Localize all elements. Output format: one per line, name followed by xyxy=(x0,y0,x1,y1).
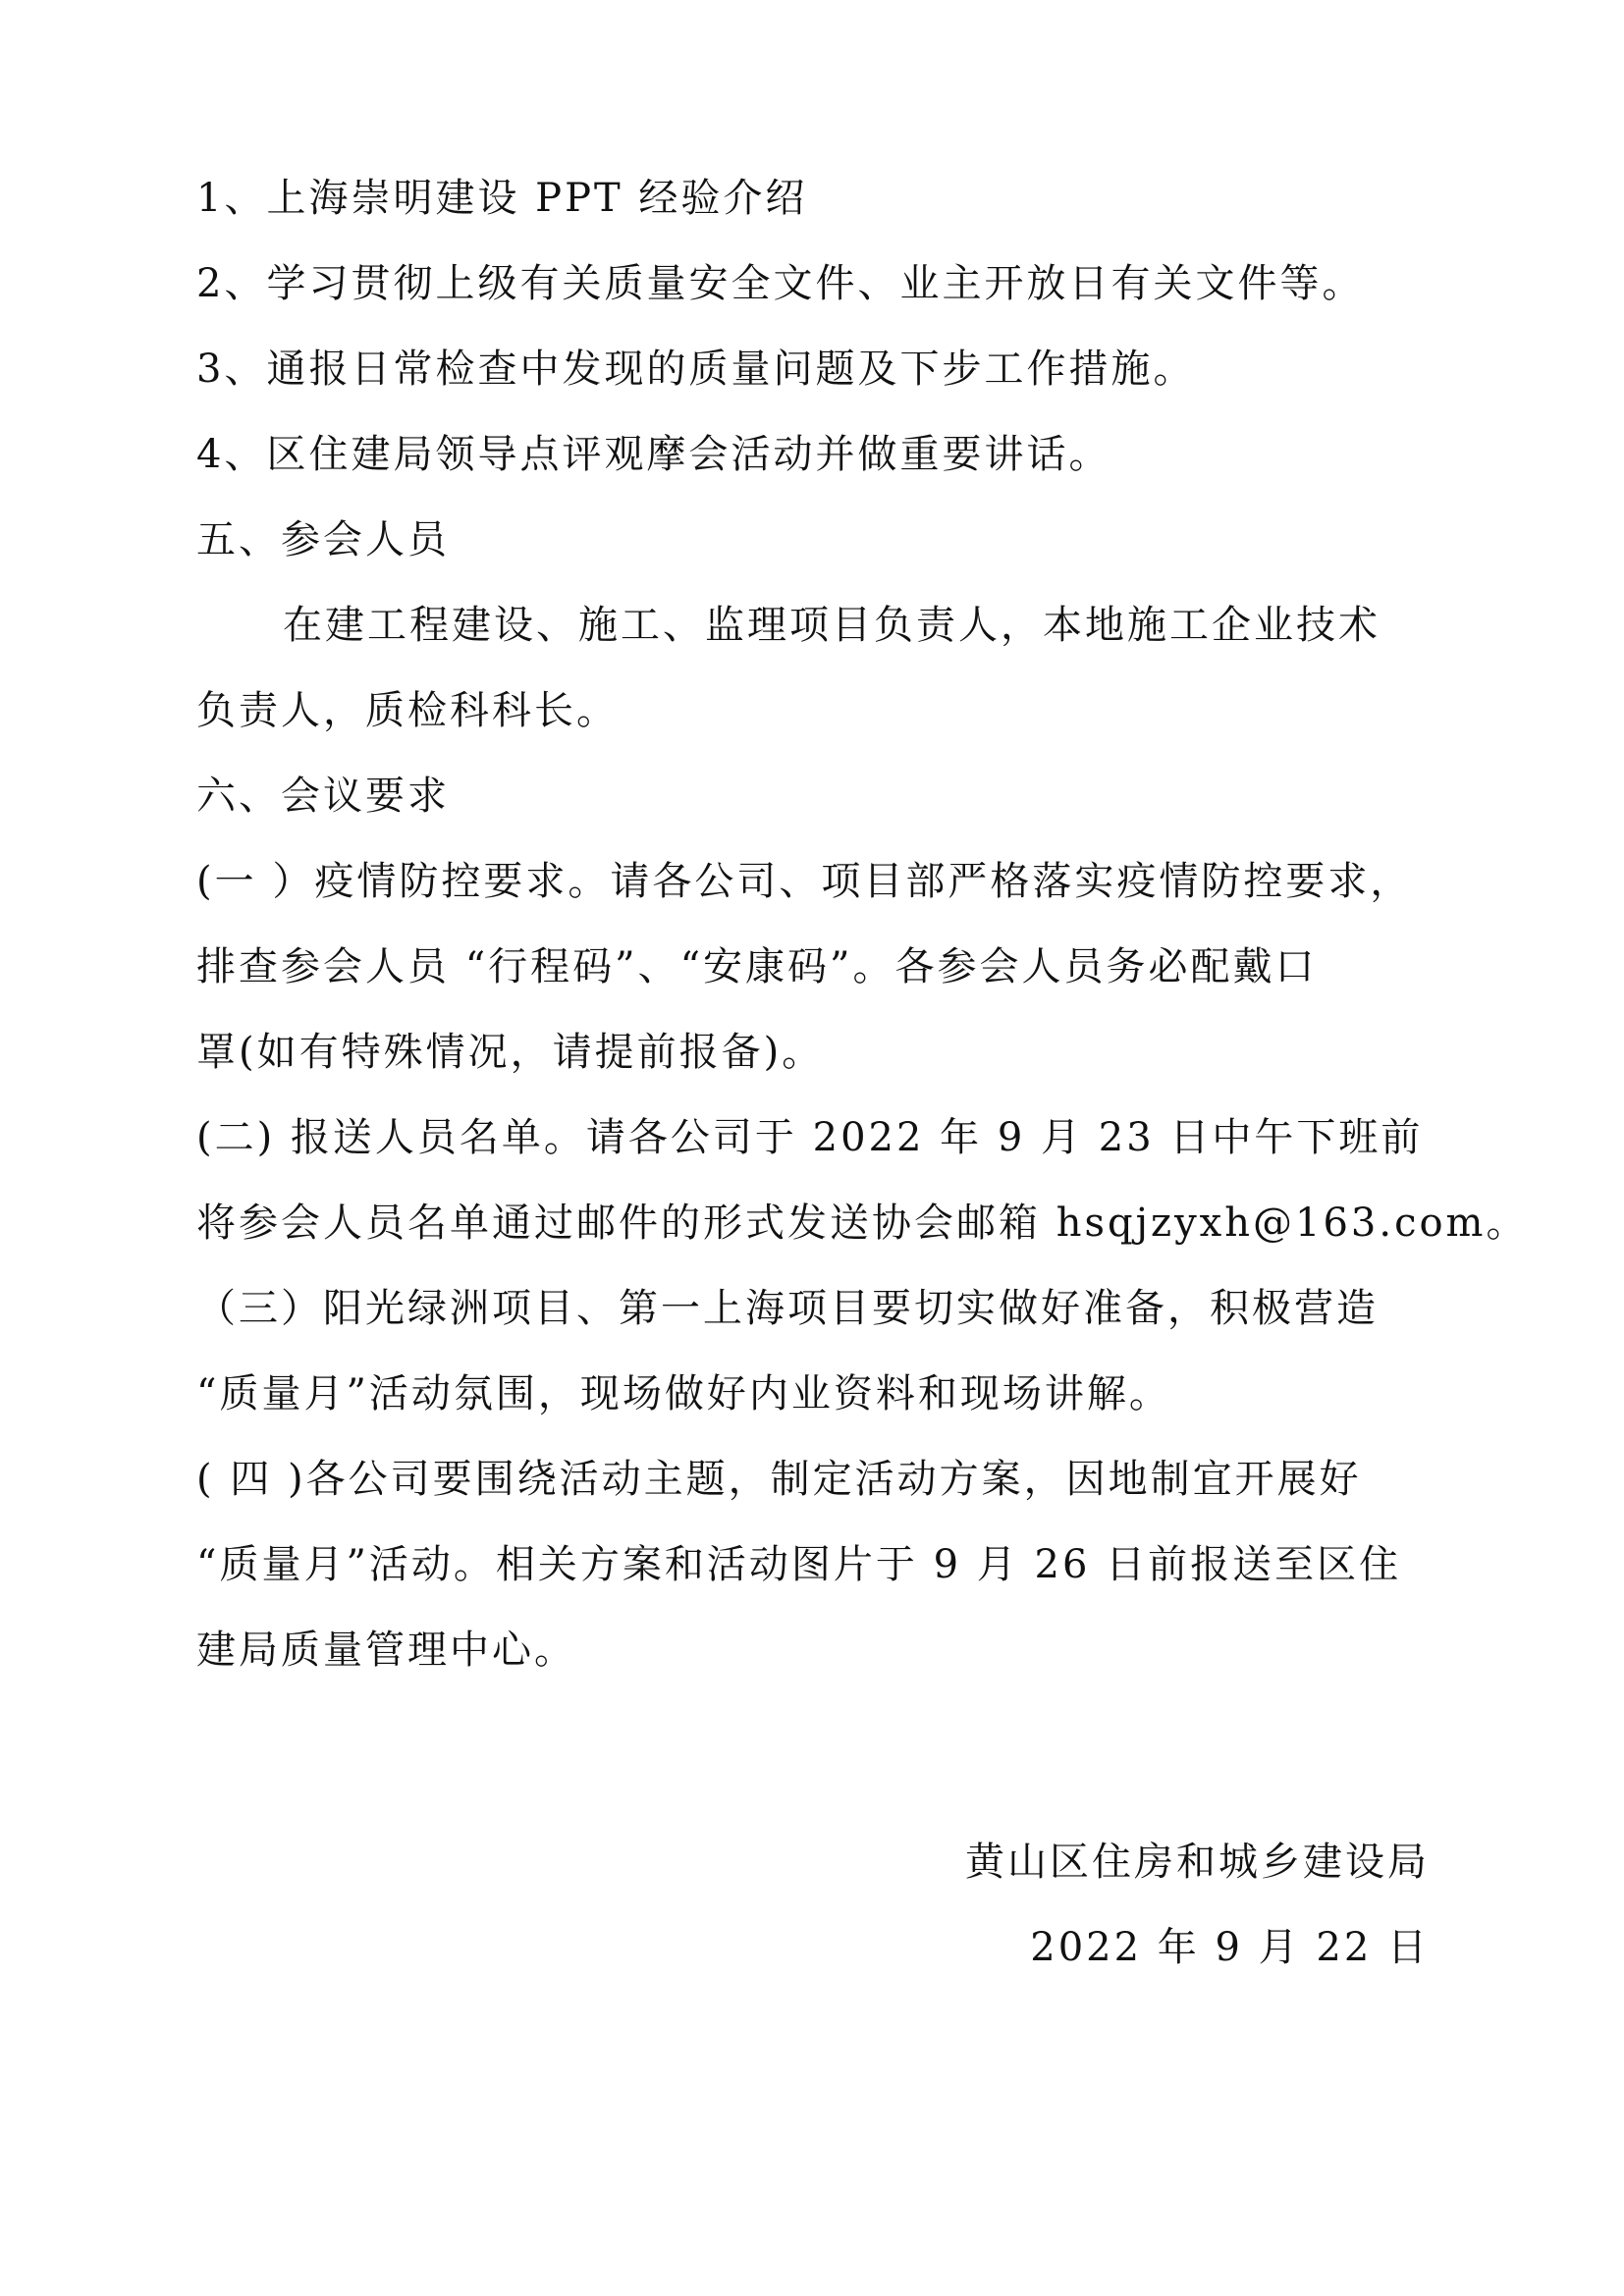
agenda-item-3: 3、通报日常检查中发现的质量问题及下步工作措施。 xyxy=(196,347,1196,392)
requirement-2-line-2: 将参会人员名单通过邮件的形式发送协会邮箱 hsqjzyxh@163.com。 xyxy=(196,1201,1529,1246)
participants-paragraph-line-1: 在建工程建设、施工、监理项目负责人，本地施工企业技术 xyxy=(283,603,1380,648)
requirement-4-line-1: ( 四 )各公司要围绕活动主题，制定活动方案，因地制宜开展好 xyxy=(196,1457,1362,1502)
agenda-item-4: 4、区住建局领导点评观摩会活动并做重要讲话。 xyxy=(196,432,1111,477)
participants-paragraph-line-2: 负责人，质检科科长。 xyxy=(196,688,619,733)
section-heading-participants: 五、参会人员 xyxy=(196,517,450,562)
requirement-1-line-1: (一 ）疫情防控要求。请各公司、项目部严格落实疫情防控要求， xyxy=(196,859,1413,904)
agenda-item-2: 2、学习贯彻上级有关质量安全文件、业主开放日有关文件等。 xyxy=(196,261,1365,306)
requirement-4-line-2: “质量月”活动。相关方案和活动图片于 9 月 26 日前报送至区住 xyxy=(196,1542,1402,1587)
requirement-4-line-3: 建局质量管理中心。 xyxy=(196,1628,576,1673)
section-heading-requirements: 六、会议要求 xyxy=(196,774,450,819)
issue-date: 2022 年 9 月 22 日 xyxy=(1030,1925,1430,1970)
requirement-3-line-1: （三）阳光绿洲项目、第一上海项目要切实做好准备，积极营造 xyxy=(196,1286,1379,1331)
requirement-1-line-2: 排查参会人员 “行程码”、“安康码”。各参会人员务必配戴口 xyxy=(196,944,1318,989)
requirement-1-line-3: 罩(如有特殊情况，请提前报备)。 xyxy=(196,1030,825,1075)
issuer-signature: 黄山区住房和城乡建设局 xyxy=(965,1840,1430,1885)
requirement-2-line-1: (二) 报送人员名单。请各公司于 2022 年 9 月 23 日中午下班前 xyxy=(196,1115,1424,1160)
agenda-item-1: 1、上海崇明建设 PPT 经验介绍 xyxy=(196,176,808,221)
requirement-3-line-2: “质量月”活动氛围，现场做好内业资料和现场讲解。 xyxy=(196,1371,1171,1416)
